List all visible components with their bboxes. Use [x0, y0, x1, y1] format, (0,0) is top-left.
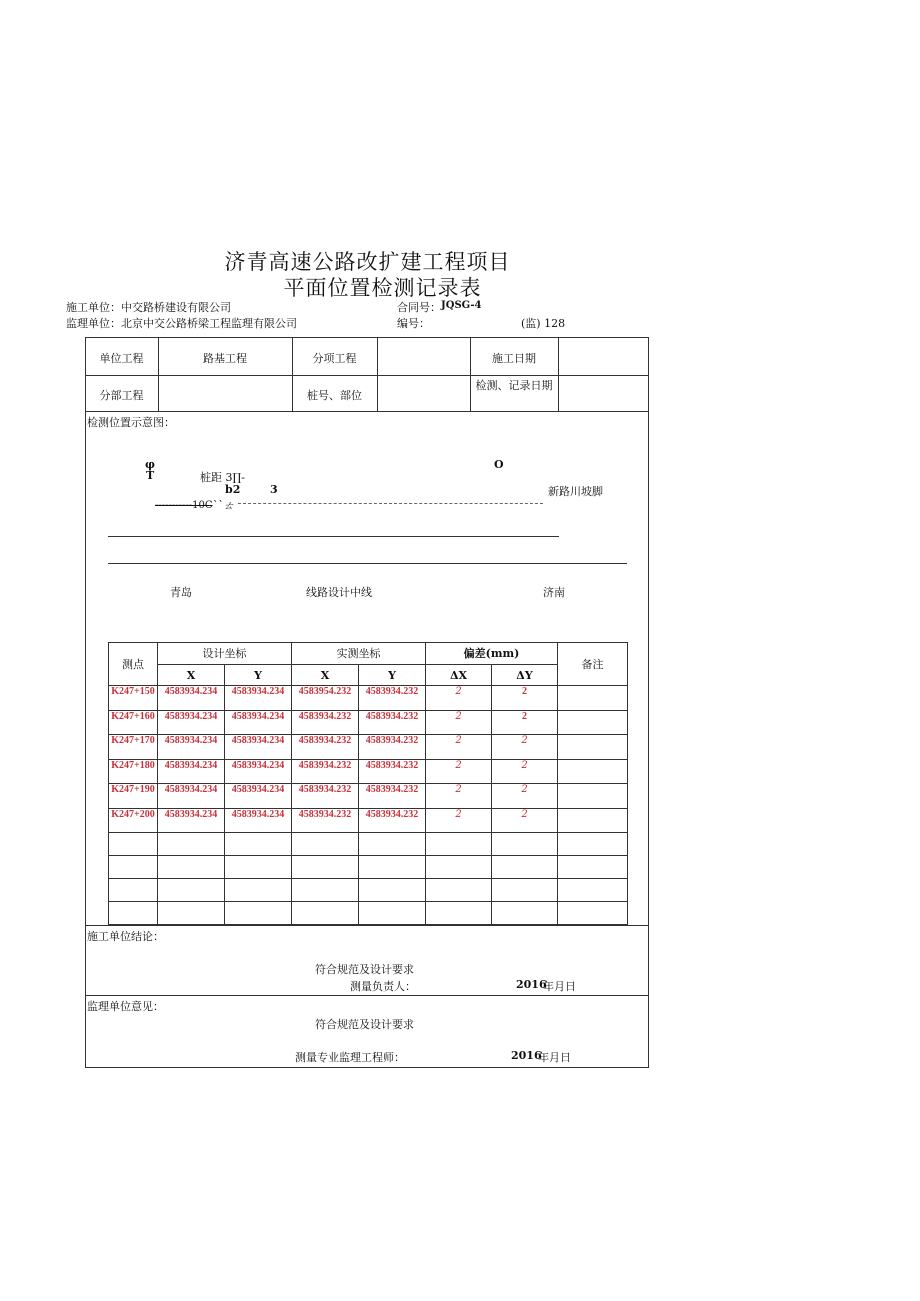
design-x-header: X	[158, 665, 225, 686]
info-col-divider	[377, 337, 378, 411]
design-y-cell: 4583934.234	[225, 711, 292, 735]
info-col-divider	[470, 337, 471, 411]
dash-label: -----------10C	[155, 500, 213, 511]
document-subtitle: 平面位置检测记录表	[283, 276, 482, 300]
supervision-unit: 监理单位：北京中交公路桥梁工程监理有限公司	[66, 317, 297, 330]
table-row	[109, 686, 628, 711]
table-row	[109, 809, 628, 833]
document-title: 济青高速公路改扩建工程项目	[224, 250, 511, 274]
actual-y-cell: 4583934.232	[359, 784, 426, 809]
actual-x-cell: 4583934.232	[292, 760, 359, 784]
conclusion-date-year: 2016	[516, 978, 547, 991]
actual-y-cell: 4583934.232	[359, 760, 426, 784]
road-line-upper	[108, 536, 559, 537]
design-y-cell: 4583934.234	[225, 809, 292, 833]
actual-x-cell: 4583934.232	[292, 809, 359, 833]
col-remark-header: 备注	[558, 643, 628, 686]
design-y-header: Y	[225, 665, 292, 686]
point-cell: K247+150	[109, 686, 158, 711]
design-x-cell: 4583934.234	[158, 784, 225, 809]
actual-x-cell: 4583954.232	[292, 686, 359, 711]
col-design-header: 设计坐标	[158, 643, 292, 665]
dev-x-cell: 2	[426, 686, 492, 711]
design-y-cell: 4583934.234	[225, 735, 292, 760]
col-actual-header: 实测坐标	[292, 643, 426, 665]
remark-cell[interactable]	[558, 735, 628, 760]
measurement-table	[108, 642, 628, 925]
point-cell: K247+190	[109, 784, 158, 809]
table-row	[109, 735, 628, 760]
actual-x-header: X	[292, 665, 359, 686]
dev-x-header: ΔX	[426, 665, 492, 686]
supervision-date-year: 2016	[511, 1049, 542, 1062]
supervision-divider	[85, 995, 649, 996]
table-row	[109, 760, 628, 784]
design-x-cell: 4583934.234	[158, 809, 225, 833]
info-bottom-divider	[85, 411, 649, 412]
design-x-cell: 4583934.234	[158, 686, 225, 711]
col-point-header: 测点	[109, 643, 158, 686]
engineer-label: 测量专业监理工程师：	[295, 1051, 405, 1064]
dev-y-cell: 2	[492, 735, 558, 760]
station-label: 桩号、部位	[307, 389, 362, 402]
dev-x-cell: 2	[426, 784, 492, 809]
qingdao-label: 青岛	[170, 586, 192, 599]
info-col-divider	[558, 337, 559, 411]
col-deviation-header: 偏差(mm)	[426, 643, 558, 665]
conclusion-divider	[85, 925, 649, 926]
remark-cell[interactable]	[558, 760, 628, 784]
supervision-opinion-text: 符合规范及设计要求	[315, 1018, 414, 1031]
unit-project-value: 路基工程	[203, 352, 247, 365]
road-line-lower	[108, 563, 627, 564]
remark-cell[interactable]	[558, 784, 628, 809]
contract-number: JQSG-4	[441, 300, 482, 311]
contract-label: 合同号：	[397, 301, 441, 314]
conclusion-date-suffix: 年月日	[543, 980, 576, 993]
t-mark: T	[146, 469, 155, 482]
centerline-label: 线路设计中线	[306, 586, 372, 599]
table-row	[109, 784, 628, 809]
supervision-date-suffix: 年月日	[538, 1051, 571, 1064]
dev-y-cell: 2	[492, 686, 558, 711]
construction-conclusion-text: 符合规范及设计要求	[315, 963, 414, 976]
dev-y-cell: 2	[492, 711, 558, 735]
dev-x-cell: 2	[426, 809, 492, 833]
actual-y-header: Y	[359, 665, 426, 686]
dashed-line	[238, 503, 543, 504]
slope-foot-label: 新路川坡脚	[548, 485, 603, 498]
design-x-cell: 4583934.234	[158, 735, 225, 760]
design-y-cell: 4583934.234	[225, 760, 292, 784]
design-x-cell: 4583934.234	[158, 760, 225, 784]
supervision-opinion-label: 监理单位意见：	[87, 1000, 164, 1013]
surveyor-label: 测量负责人：	[350, 980, 416, 993]
dev-x-cell: 2	[426, 760, 492, 784]
empty-row	[109, 833, 628, 856]
inspection-date-label: 检测、记录日期	[475, 379, 553, 392]
dev-y-header: ΔY	[492, 665, 558, 686]
remark-cell[interactable]	[558, 809, 628, 833]
table-row	[109, 711, 628, 735]
design-y-cell: 4583934.234	[225, 784, 292, 809]
construction-date-label: 施工日期	[492, 352, 536, 365]
empty-row	[109, 879, 628, 902]
point-cell: K247+180	[109, 760, 158, 784]
division-label: 分部工程	[99, 389, 144, 402]
construction-unit: 施工单位：中交路桥建设有限公司	[66, 301, 231, 314]
dev-y-cell: 2	[492, 809, 558, 833]
unit-project-label: 单位工程	[99, 352, 144, 365]
info-row-divider	[85, 375, 649, 376]
design-y-cell: 4583934.234	[225, 686, 292, 711]
spacing-label: 桩距 3∏-	[200, 471, 245, 484]
number-label: 编号：	[397, 317, 430, 330]
number-value: (监) 128	[521, 317, 566, 330]
o-mark: O	[494, 458, 504, 471]
remark-cell[interactable]	[558, 711, 628, 735]
remark-cell[interactable]	[558, 686, 628, 711]
actual-x-cell: 4583934.232	[292, 711, 359, 735]
dev-x-cell: 2	[426, 711, 492, 735]
actual-y-cell: 4583934.232	[359, 686, 426, 711]
info-col-divider	[158, 337, 159, 411]
jinan-label: 济南	[543, 586, 565, 599]
diagram-section-label: 检测位置示意图：	[87, 416, 175, 429]
empty-row	[109, 902, 628, 925]
actual-y-cell: 4583934.232	[359, 735, 426, 760]
actual-x-cell: 4583934.232	[292, 735, 359, 760]
sub-item-label: 分项工程	[312, 352, 357, 365]
point-cell: K247+170	[109, 735, 158, 760]
dev-y-cell: 2	[492, 760, 558, 784]
phi-mark: φ	[145, 458, 155, 471]
tick-mark: ``ㄊ	[212, 499, 234, 512]
actual-y-cell: 4583934.232	[359, 711, 426, 735]
actual-x-cell: 4583934.232	[292, 784, 359, 809]
dev-y-cell: 2	[492, 784, 558, 809]
dev-x-cell: 2	[426, 735, 492, 760]
empty-row	[109, 856, 628, 879]
b2-label: b2	[225, 483, 241, 496]
actual-y-cell: 4583934.232	[359, 809, 426, 833]
design-x-cell: 4583934.234	[158, 711, 225, 735]
point-cell: K247+160	[109, 711, 158, 735]
construction-conclusion-label: 施工单位结论：	[87, 930, 164, 943]
point-cell: K247+200	[109, 809, 158, 833]
three-label: 3	[270, 483, 278, 496]
